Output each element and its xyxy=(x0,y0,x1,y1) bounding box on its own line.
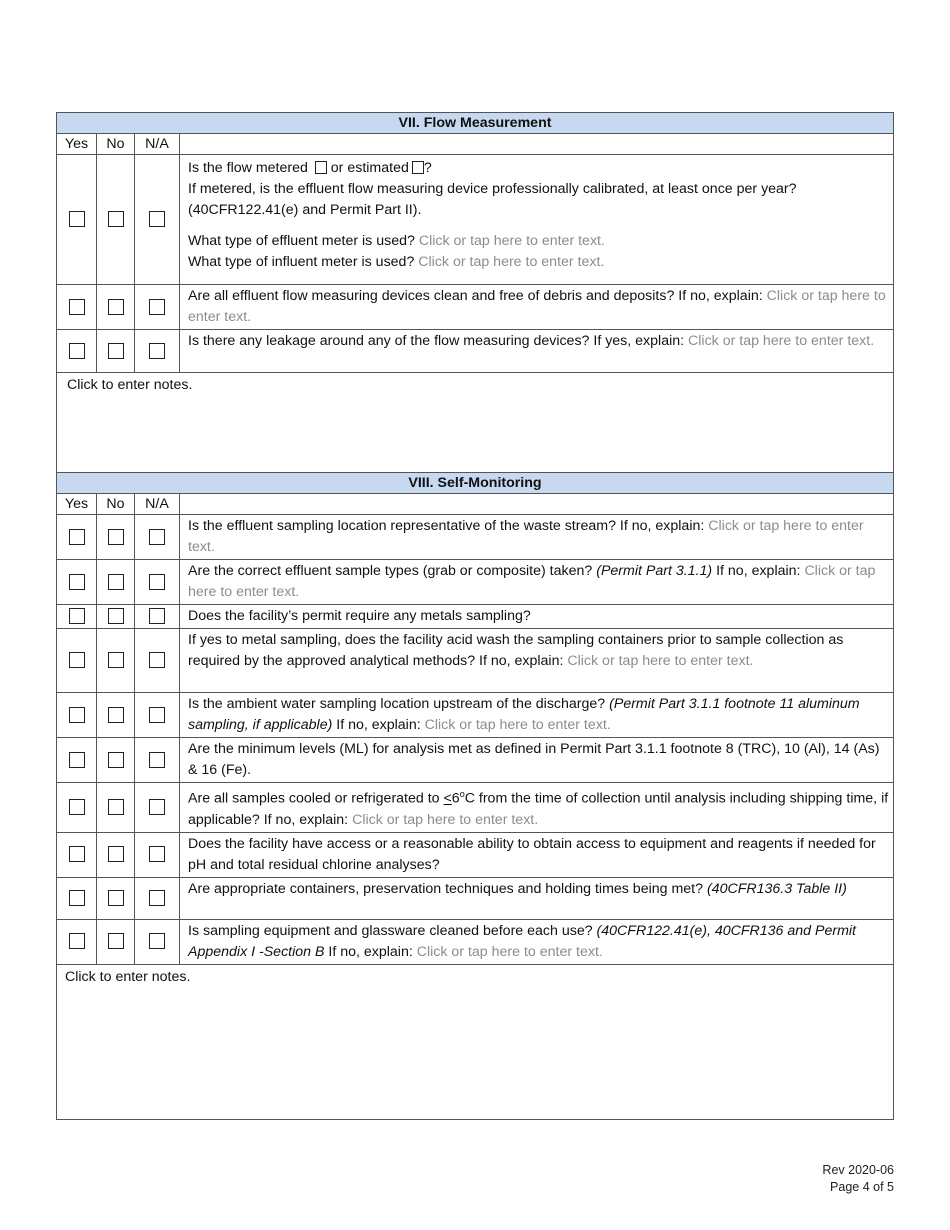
na-checkbox[interactable] xyxy=(149,707,165,723)
explain-input[interactable]: Click or tap here to enter text. xyxy=(688,333,875,349)
question-row xyxy=(57,629,894,693)
degree-symbol: o xyxy=(459,789,465,799)
yes-checkbox[interactable] xyxy=(69,211,85,227)
effluent-meter-label: What type of effluent meter is used? xyxy=(188,233,415,249)
influent-meter-input[interactable]: Click or tap here to enter text. xyxy=(418,254,605,270)
question-text xyxy=(180,560,894,605)
influent-meter-label: What type of influent meter is used? xyxy=(188,254,415,270)
question-text xyxy=(180,285,894,330)
question-text xyxy=(180,783,894,833)
na-checkbox[interactable] xyxy=(149,799,165,815)
question-header xyxy=(180,494,894,515)
yes-checkbox[interactable] xyxy=(69,652,85,668)
question-row xyxy=(57,330,894,373)
question-text xyxy=(180,877,894,919)
no-checkbox[interactable] xyxy=(108,574,124,590)
explain-input[interactable]: Click or tap here to enter text. xyxy=(567,653,754,669)
question-text-part: Is the ambient water sampling location upstream of the discharge? xyxy=(188,696,610,712)
question-text xyxy=(180,515,894,560)
notes-row xyxy=(57,373,894,473)
question-row xyxy=(57,605,894,629)
na-checkbox[interactable] xyxy=(149,574,165,590)
question-row xyxy=(57,783,894,833)
question-text: Does the facility’s permit require any metals sampling? xyxy=(180,605,894,629)
inspection-form-table xyxy=(56,112,894,1120)
question-text-part: If metered, is the effluent flow measuring device professionally calibrated, at least once per year? (40CFR122.41(e) and Permit Part II). xyxy=(188,181,797,218)
yes-checkbox[interactable] xyxy=(69,608,85,624)
notes-field[interactable]: Click to enter notes. xyxy=(57,373,894,473)
explain-input[interactable]: Click or tap here to enter text. xyxy=(424,717,611,733)
question-text: Are the minimum levels (ML) for analysis met as defined in Permit Part 3.1.1 footnote 8 (TRC), 10 (Al), 14 (As) & 16 (Fe). xyxy=(180,738,894,783)
question-row xyxy=(57,155,894,285)
question-text xyxy=(180,330,894,373)
question-row xyxy=(57,738,894,783)
notes-row xyxy=(57,964,894,1119)
explain-input[interactable]: Click or tap here to enter text. xyxy=(188,518,864,555)
question-text-part: Are all samples cooled or refrigerated to xyxy=(188,790,444,807)
na-checkbox[interactable] xyxy=(149,529,165,545)
question-row xyxy=(57,560,894,605)
yes-checkbox[interactable] xyxy=(69,890,85,906)
yes-checkbox[interactable] xyxy=(69,752,85,768)
yes-checkbox[interactable] xyxy=(69,707,85,723)
no-checkbox[interactable] xyxy=(108,846,124,862)
yes-checkbox[interactable] xyxy=(69,574,85,590)
column-header-row xyxy=(57,494,894,515)
less-equal-symbol: < xyxy=(443,790,452,807)
question-row xyxy=(57,877,894,919)
metered-checkbox[interactable] xyxy=(315,161,327,174)
permit-reference: (40CFR136.3 Table II) xyxy=(706,880,847,897)
permit-reference: (40CFR122.41(e), 40CFR136 and Permit Appendix I -Section B xyxy=(188,922,856,960)
yes-header: Yes xyxy=(57,134,97,155)
na-checkbox[interactable] xyxy=(149,652,165,668)
no-checkbox[interactable] xyxy=(108,299,124,315)
na-checkbox[interactable] xyxy=(149,933,165,949)
question-header xyxy=(180,134,894,155)
yes-checkbox[interactable] xyxy=(69,846,85,862)
explain-input[interactable]: Click or tap here to enter text. xyxy=(188,563,876,600)
question-text: Does the facility have access or a reasonable ability to obtain access to equipment and reagents if needed for pH and total residual chlorine analyses? xyxy=(180,832,894,877)
effluent-meter-input[interactable]: Click or tap here to enter text. xyxy=(418,233,605,249)
question-row xyxy=(57,285,894,330)
na-header: N/A xyxy=(135,494,180,515)
question-row xyxy=(57,919,894,964)
notes-field[interactable]: Click to enter notes. xyxy=(57,964,894,1119)
na-checkbox[interactable] xyxy=(149,608,165,624)
question-text-part: If no, explain: xyxy=(332,717,421,733)
question-text-part: Is sampling equipment and glassware cleaned before each use? xyxy=(188,922,597,939)
yes-checkbox[interactable] xyxy=(69,933,85,949)
question-text-part: Are the correct effluent sample types (grab or composite) taken? xyxy=(188,563,597,579)
question-text xyxy=(180,919,894,964)
no-checkbox[interactable] xyxy=(108,652,124,668)
question-text-part: Is there any leakage around any of the flow measuring devices? If yes, explain: xyxy=(188,333,685,349)
yes-checkbox[interactable] xyxy=(69,529,85,545)
section-header-flow-measurement xyxy=(57,113,894,134)
question-text-part: If no, explain: xyxy=(324,943,413,960)
no-checkbox[interactable] xyxy=(108,890,124,906)
no-checkbox[interactable] xyxy=(108,608,124,624)
na-checkbox[interactable] xyxy=(149,846,165,862)
na-checkbox[interactable] xyxy=(149,299,165,315)
no-checkbox[interactable] xyxy=(108,707,124,723)
section-title: VII. Flow Measurement xyxy=(57,113,894,134)
section-title: VIII. Self-Monitoring xyxy=(57,473,894,494)
no-header: No xyxy=(97,134,135,155)
question-row xyxy=(57,515,894,560)
question-text-part: Are appropriate containers, preservation techniques and holding times being met? xyxy=(188,880,707,897)
column-header-row xyxy=(57,134,894,155)
question-text-part: Is the effluent sampling location representative of the waste stream? If no, explain: xyxy=(188,518,705,534)
na-checkbox[interactable] xyxy=(149,890,165,906)
question-text xyxy=(180,693,894,738)
na-checkbox[interactable] xyxy=(149,752,165,768)
question-text-part: If yes to metal sampling, does the facility acid wash the sampling containers prior to sample collection as required by the approved analytical methods? If no, explain: xyxy=(188,632,844,669)
yes-checkbox[interactable] xyxy=(69,343,85,359)
question-text-part: ? xyxy=(423,160,432,176)
na-checkbox[interactable] xyxy=(149,343,165,359)
question-row xyxy=(57,693,894,738)
explain-input[interactable]: Click or tap here to enter text. xyxy=(352,811,539,828)
explain-input[interactable]: Click or tap here to enter text. xyxy=(188,288,886,325)
no-checkbox[interactable] xyxy=(108,343,124,359)
no-checkbox[interactable] xyxy=(108,933,124,949)
revision-label: Rev 2020-06 xyxy=(822,1163,894,1177)
estimated-checkbox[interactable] xyxy=(412,161,424,174)
question-text-part: Is the flow metered xyxy=(188,160,308,176)
no-header: No xyxy=(97,494,135,515)
no-checkbox[interactable] xyxy=(108,211,124,227)
yes-checkbox[interactable] xyxy=(69,299,85,315)
page-footer xyxy=(822,1162,894,1196)
explain-input[interactable]: Click or tap here to enter text. xyxy=(416,943,603,960)
na-header: N/A xyxy=(135,134,180,155)
no-checkbox[interactable] xyxy=(108,799,124,815)
question-text-part: C from the time of collection until analysis including shipping time, if applicable? If no, explain: xyxy=(188,790,889,828)
page-number: Page 4 of 5 xyxy=(830,1180,894,1194)
question-row xyxy=(57,832,894,877)
no-checkbox[interactable] xyxy=(108,752,124,768)
na-checkbox[interactable] xyxy=(149,211,165,227)
section-header-self-monitoring xyxy=(57,473,894,494)
permit-reference: (Permit Part 3.1.1) xyxy=(596,563,713,579)
yes-checkbox[interactable] xyxy=(69,799,85,815)
permit-reference: (Permit Part 3.1.1 footnote 11 aluminum sampling, if applicable) xyxy=(188,696,860,733)
question-text xyxy=(180,155,894,285)
question-text-part: or estimated xyxy=(330,160,409,176)
question-text-part: If no, explain: xyxy=(712,563,801,579)
no-checkbox[interactable] xyxy=(108,529,124,545)
question-text-part: Are all effluent flow measuring devices clean and free of debris and deposits? If no, explain: xyxy=(188,288,763,304)
temperature-value: 6 xyxy=(451,790,460,807)
question-text xyxy=(180,629,894,693)
yes-header: Yes xyxy=(57,494,97,515)
